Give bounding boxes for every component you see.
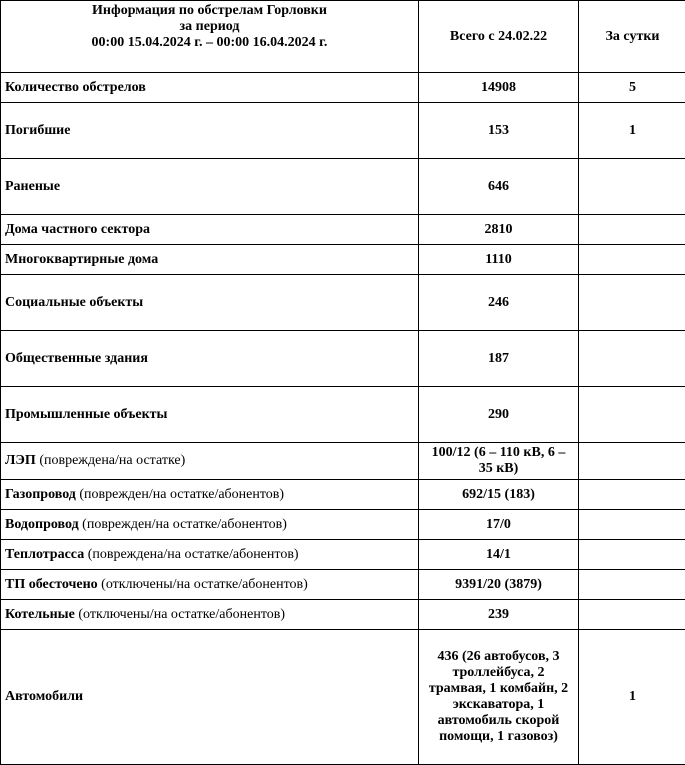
row-label: Общественные здания (5, 351, 148, 366)
row-note: (отключены/на остатке/абонентов) (98, 577, 308, 592)
table-row (1, 245, 685, 275)
row-day (579, 275, 685, 331)
row-total: 290 (419, 387, 579, 443)
row-label: Погибшие (5, 123, 70, 138)
row-label: Газопровод (5, 487, 76, 502)
table-row (1, 630, 685, 765)
table-row (1, 443, 685, 480)
row-note: (поврежден/на остатке/абонентов) (79, 517, 287, 532)
row-total: 100/12 (6 – 110 кВ, 6 – 35 кВ) (419, 443, 579, 480)
row-label-cell (1, 275, 419, 331)
row-note: (поврежден/на остатке/абонентов) (76, 487, 284, 502)
header-row (1, 1, 685, 73)
row-total: 692/15 (183) (419, 480, 579, 510)
report-title-line1: Информация по обстрелам Горловки (5, 3, 414, 19)
row-label: Дома частного сектора (5, 222, 150, 237)
row-day (579, 480, 685, 510)
row-day (579, 540, 685, 570)
row-note: (отключены/на остатке/абонентов) (75, 607, 285, 622)
row-label: Теплотрасса (5, 547, 84, 562)
row-day: 1 (579, 630, 685, 765)
row-day: 5 (579, 73, 685, 103)
row-day (579, 215, 685, 245)
row-total: 646 (419, 159, 579, 215)
row-label: Котельные (5, 607, 75, 622)
table-row (1, 159, 685, 215)
row-label-cell (1, 73, 419, 103)
row-total: 239 (419, 600, 579, 630)
table-row (1, 600, 685, 630)
row-label-cell (1, 480, 419, 510)
table-row (1, 215, 685, 245)
row-label-cell (1, 600, 419, 630)
table-row (1, 570, 685, 600)
row-total: 436 (26 автобусов, 3 троллейбуса, 2 трамвая, 1 комбайн, 2 экскаватора, 1 автомобиль скорой помощи, 1 газовоз) (419, 630, 579, 765)
row-day: 1 (579, 103, 685, 159)
table-row (1, 387, 685, 443)
row-day (579, 159, 685, 215)
row-total: 246 (419, 275, 579, 331)
row-label: Водопровод (5, 517, 79, 532)
row-total: 187 (419, 331, 579, 387)
row-total: 17/0 (419, 510, 579, 540)
row-day (579, 331, 685, 387)
table-row (1, 331, 685, 387)
row-day (579, 510, 685, 540)
row-label-cell (1, 570, 419, 600)
row-label: Автомобили (5, 689, 83, 704)
row-label: Количество обстрелов (5, 80, 146, 95)
row-note: (повреждена/на остатке/абонентов) (84, 547, 298, 562)
row-total: 9391/20 (3879) (419, 570, 579, 600)
table-row (1, 275, 685, 331)
row-label-cell (1, 159, 419, 215)
row-total: 1110 (419, 245, 579, 275)
row-label: Промышленные объекты (5, 407, 167, 422)
row-label-cell (1, 510, 419, 540)
row-label: Раненые (5, 179, 60, 194)
column-header-total: Всего с 24.02.22 (419, 1, 579, 73)
column-header-day: За сутки (579, 1, 685, 73)
row-label: ТП обесточено (5, 577, 98, 592)
row-label-cell (1, 540, 419, 570)
table-row (1, 73, 685, 103)
row-label-cell (1, 245, 419, 275)
row-day (579, 443, 685, 480)
row-label-cell (1, 215, 419, 245)
row-day (579, 600, 685, 630)
row-label: Социальные объекты (5, 295, 143, 310)
row-total: 153 (419, 103, 579, 159)
report-period: 00:00 15.04.2024 г. – 00:00 16.04.2024 г. (5, 35, 414, 51)
row-label: Многоквартирные дома (5, 252, 158, 267)
row-label-cell (1, 331, 419, 387)
report-title-cell (1, 1, 419, 73)
row-day (579, 245, 685, 275)
row-label-cell (1, 443, 419, 480)
row-total: 2810 (419, 215, 579, 245)
table-row (1, 540, 685, 570)
table-row (1, 480, 685, 510)
row-label-cell (1, 103, 419, 159)
row-total: 14/1 (419, 540, 579, 570)
row-label-cell (1, 630, 419, 765)
row-note: (повреждена/на остатке) (36, 453, 185, 468)
row-day (579, 570, 685, 600)
row-total: 14908 (419, 73, 579, 103)
row-label-cell (1, 387, 419, 443)
row-label: ЛЭП (5, 453, 36, 468)
row-day (579, 387, 685, 443)
report-title-line2: за период (5, 19, 414, 35)
table-row (1, 103, 685, 159)
table-row (1, 510, 685, 540)
